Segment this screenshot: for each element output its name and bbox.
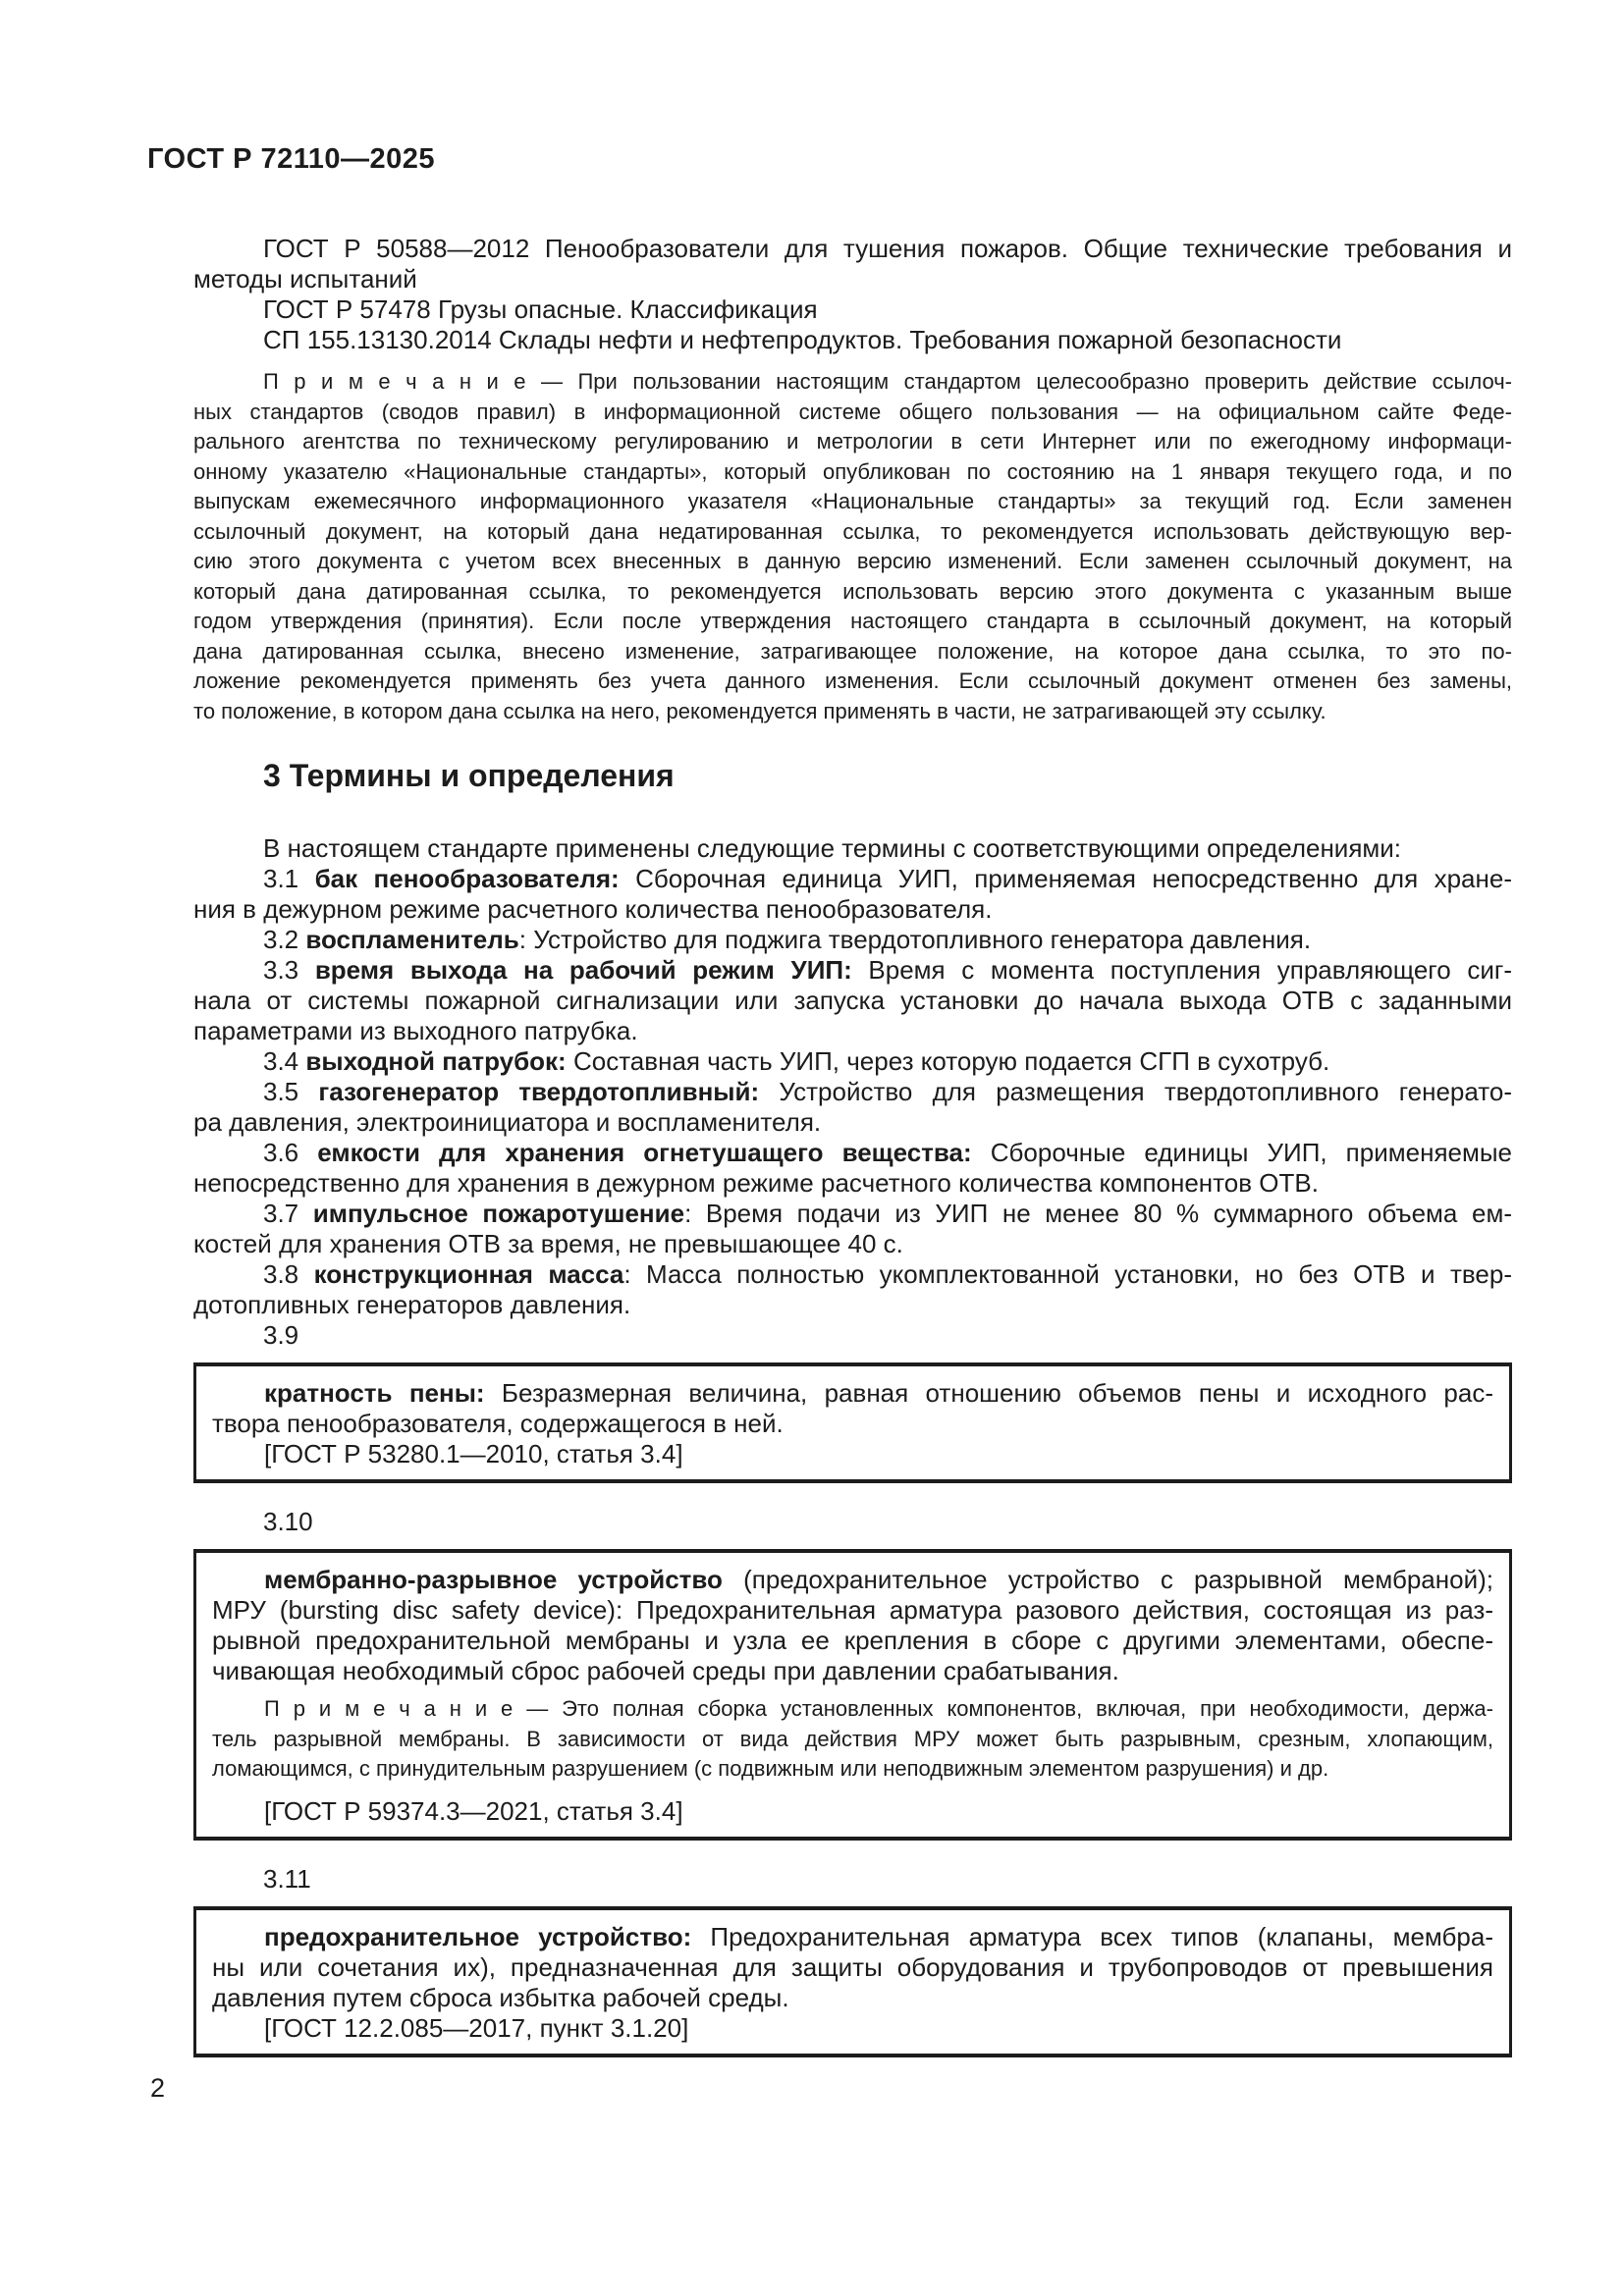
text-line: В настоящем стандарте применены следующие термины с соответствующими определениями: — [263, 833, 1402, 863]
source-reference — [212, 1439, 1493, 1469]
references-note — [193, 367, 1512, 726]
reference-item — [193, 325, 1512, 355]
text-line: дана датированная ссылка, внесено изменение, затрагивающее положение, на которое дана ссылка, то это по- — [193, 638, 1512, 664]
term-3-8 — [193, 1259, 1512, 1320]
text-line: рывной предохранительной мембраны и узла ее крепления в сборе с другими элементами, обеспе- — [212, 1626, 1493, 1655]
term-3-3 — [193, 955, 1512, 1046]
section-intro — [193, 833, 1512, 864]
text-line: ГОСТ Р 50588—2012 Пенообразователи для тушения пожаров. Общие технические требования и — [263, 234, 1512, 263]
term-number-3-9 — [193, 1320, 1512, 1351]
text-line: чивающая необходимый сброс рабочей среды при давлении срабатывания. — [212, 1656, 1119, 1685]
text-line: тель разрывной мембраны. В зависимости от вида действия МРУ может быть разрывным, срезным, хлопающим, — [212, 1726, 1493, 1751]
running-header: ГОСТ Р 72110—2025 — [147, 143, 436, 175]
text-line: МРУ (bursting disc safety device): Предохранительная арматура разового действия, состоящая из раз- — [212, 1595, 1493, 1625]
section-heading: 3 Термины и определения — [263, 758, 675, 793]
text-line: костей для хранения ОТВ за время, не превышающее 40 с. — [193, 1229, 903, 1258]
text-line: 3.5 газогенератор твердотопливный: Устройство для размещения твердотопливного генерато- — [263, 1077, 1512, 1106]
reference-item — [193, 294, 1512, 325]
text-line: 3.11 — [263, 1863, 311, 1894]
text-line: 3.3 время выхода на рабочий режим УИП: Время с момента поступления управляющего сиг- — [263, 955, 1512, 985]
definition-text — [212, 1378, 1493, 1439]
text-line: ных стандартов (сводов правил) в информационной системе общего пользования — на официальном сайте Феде- — [193, 399, 1512, 424]
text-line: методы испытаний — [193, 264, 417, 294]
source-reference — [212, 2013, 1493, 2044]
text-line: 3.7 импульсное пожаротушение: Время подачи из УИП не менее 80 % суммарного объема ем- — [263, 1199, 1512, 1228]
text-line: 3.9 — [263, 1320, 299, 1350]
text-line: СП 155.13130.2014 Склады нефти и нефтепродуктов. Требования пожарной безопасности — [263, 325, 1342, 354]
term-3-2 — [193, 925, 1512, 955]
text-line: ГОСТ Р 57478 Грузы опасные. Классификация — [263, 294, 818, 324]
text-line: П р и м е ч а н и е — При пользовании настоящим стандартом целесообразно проверить действие ссылоч- — [263, 369, 1512, 394]
text-line: 3.1 бак пенообразователя: Сборочная единица УИП, применяемая непосредственно для хране- — [263, 864, 1512, 893]
text-line: [ГОСТ Р 53280.1—2010, статья 3.4] — [264, 1439, 683, 1468]
text-line: твора пенообразователя, содержащегося в ней. — [212, 1409, 784, 1438]
text-line: 3.10 — [263, 1507, 313, 1536]
term-3-7 — [193, 1199, 1512, 1259]
term-3-6 — [193, 1138, 1512, 1199]
text-line: ссылочный документ, на который дана недатированная ссылка, то рекомендуется использовать действующую вер- — [193, 518, 1512, 544]
term-3-4 — [193, 1046, 1512, 1077]
text-line: [ГОСТ Р 59374.3—2021, статья 3.4] — [264, 1795, 683, 1826]
text-line: годом утверждения (принятия). Если после утверждения настоящего стандарта в ссылочный документ, на который — [193, 609, 1512, 633]
text-line: ложение рекомендуется применять без учета данного изменения. Если ссылочный документ отменен без замены, — [193, 668, 1512, 693]
text-line: нала от системы пожарной сигнализации или запуска установки до начала выхода ОТВ с заданными — [193, 986, 1512, 1015]
definition-box-3-9 — [193, 1362, 1512, 1483]
source-reference — [212, 1796, 1493, 1827]
text-line: мембранно-разрывное устройство (предохранительное устройство с разрывной мембраной); — [264, 1565, 1493, 1594]
text-line: рального агентства по техническому регулированию и метрологии в сети Интернет или по ежегодному информаци- — [193, 429, 1512, 454]
text-line: ра давления, электроинициатора и воспламенителя. — [193, 1107, 822, 1137]
term-3-5 — [193, 1077, 1512, 1138]
definition-box-3-10 — [193, 1549, 1512, 1841]
definition-text — [212, 1565, 1493, 1686]
text-line: 3.8 конструкционная масса: Масса полностью укомплектованной установки, но без ОТВ и твер- — [263, 1259, 1512, 1289]
term-3-1 — [193, 864, 1512, 925]
term-number-3-11 — [193, 1864, 1512, 1895]
text-line: непосредственно для хранения в дежурном режиме расчетного количества компонентов ОТВ. — [193, 1168, 1319, 1198]
term-number-3-10 — [193, 1507, 1512, 1537]
definition-note — [212, 1694, 1493, 1785]
text-line: [ГОСТ 12.2.085—2017, пункт 3.1.20] — [264, 2012, 689, 2043]
text-line: кратность пены: Безразмерная величина, равная отношению объемов пены и исходного рас- — [264, 1378, 1493, 1408]
text-line: то положение, в котором дана ссылка на него, рекомендуется применять в части, не затрагивающей эту ссылку. — [193, 698, 1326, 723]
document-content — [193, 234, 1512, 2081]
text-line: 3.6 емкости для хранения огнетушащего вещества: Сборочные единицы УИП, применяемые — [263, 1138, 1513, 1167]
text-line: онному указателю «Национальные стандарты», который опубликован по состоянию на 1 января текущего года, и по — [193, 458, 1512, 484]
text-line: сию этого документа с учетом всех внесенных в данную версию изменений. Если заменен ссылочный документ, на — [193, 549, 1512, 573]
text-line: 3.4 выходной патрубок: Составная часть УИП, через которую подается СГП в сухотруб. — [263, 1046, 1330, 1076]
text-line: давления путем сброса избытка рабочей среды. — [212, 1982, 789, 2012]
text-line: ны или сочетания их), предназначенная для защиты оборудования и трубопроводов от превышения — [212, 1951, 1493, 1982]
reference-item — [193, 234, 1512, 294]
text-line: выпускам ежемесячного информационного указателя «Национальные стандарты» за текущий год. Если заменен — [193, 489, 1512, 513]
text-line: ния в дежурном режиме расчетного количества пенообразователя. — [193, 894, 993, 924]
page-number: 2 — [150, 2073, 166, 2103]
text-line: ломающимся, с принудительным разрушением (с подвижным или неподвижным элементом разрушения) и др. — [212, 1756, 1329, 1781]
text-line: который дана датированная ссылка, то рекомендуется использовать версию этого документа с указанным выше — [193, 578, 1512, 604]
definition-text — [212, 1922, 1493, 2013]
definition-box-3-11 — [193, 1906, 1512, 2057]
text-line: П р и м е ч а н и е — Это полная сборка установленных компонентов, включая, при необходимости, держа- — [264, 1696, 1493, 1721]
text-line: дотопливных генераторов давления. — [193, 1290, 631, 1319]
text-line: параметрами из выходного патрубка. — [193, 1016, 638, 1045]
text-line: 3.2 воспламенитель: Устройство для поджига твердотопливного генератора давления. — [263, 925, 1312, 954]
text-line: предохранительное устройство: Предохранительная арматура всех типов (клапаны, мембра- — [264, 1921, 1493, 1951]
